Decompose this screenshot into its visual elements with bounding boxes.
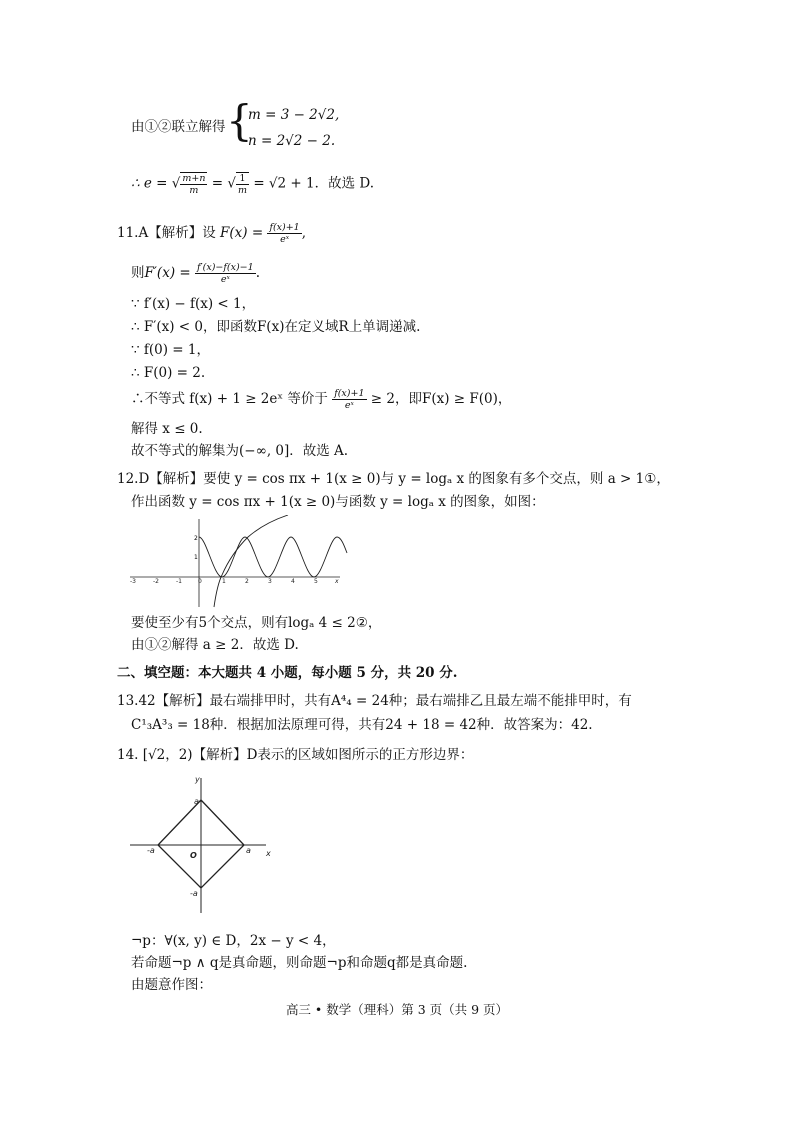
q14-line1: 14. [√2，2)【解析】D表示的区域如图所示的正方形边界： <box>117 747 474 763</box>
q13-line2: C¹₃A³₃ = 18种．根据加法原理可得，共有24 + 18 = 42种．故答案为：42. <box>131 717 593 733</box>
system-eq-m: m = 3 − 2√2, <box>248 107 340 123</box>
q12-line1: 12.D【解析】要使 y = cos πx + 1(x ≥ 0)与 y = logₐ x 的图象有多个交点，则 a > 1①， <box>117 471 670 487</box>
square-origin-label: O <box>190 851 197 860</box>
square-label-neg-a-left: -a <box>147 846 155 855</box>
q11-line7: 故不等式的解集为(−∞, 0]．故选 A. <box>131 443 349 459</box>
page-footer: 高三 • 数学（理科）第 3 页（共 9 页） <box>285 1002 509 1017</box>
x-tick-label: -3 <box>130 578 136 585</box>
q12-line2: 作出函数 y = cos πx + 1(x ≥ 0)与函数 y = logₐ x 的图象，如图： <box>131 494 545 510</box>
square-y-label: y <box>195 775 200 784</box>
x-tick-label: 2 <box>245 578 249 585</box>
square-x-label: x <box>266 849 271 858</box>
x-tick-label: 4 <box>291 578 295 585</box>
eccentricity-line: ∴ e = √ $\frac{m+n}{m}$ = √ $\frac{1}{m}$ = √2 + 1．故选 D. <box>131 173 375 196</box>
q12-line4: 由①②解得 a ≥ 2．故选 D. <box>131 637 299 653</box>
cos-curve <box>199 537 347 577</box>
log-curve <box>214 515 288 607</box>
q14-line2: ¬p：∀(x, y) ∈ D，2x − y < 4， <box>131 933 336 949</box>
x-tick-label: 1 <box>222 578 226 585</box>
system-eq-n: n = 2√2 − 2. <box>248 133 336 149</box>
square-label-a-right: a <box>246 846 251 855</box>
q11-line3: ∵ f(0) = 1， <box>131 342 210 358</box>
q13-line1: 13.42【解析】最右端排甲时，共有A⁴₄ = 24种；最右端排乙且最左端不能排甲时，有 <box>117 693 632 709</box>
system-brace: { <box>226 96 253 145</box>
x-tick-labels <box>130 578 339 585</box>
q14-square-graph <box>128 772 278 917</box>
x-tick-label: -1 <box>176 578 182 585</box>
x-tick-label: 0 <box>198 578 202 585</box>
q11-line6: 解得 x ≤ 0. <box>131 421 203 437</box>
section-2-title: 二、填空题：本大题共 4 小题，每小题 5 分，共 20 分. <box>117 665 458 681</box>
y-tick-label: 2 <box>194 535 198 542</box>
q14-line3: 若命题¬p ∧ q是真命题，则命题¬p和命题q都是真命题. <box>131 955 468 971</box>
q14-line4: 由题意作图： <box>131 977 212 993</box>
q12-line3: 要使至少有5个交点，则有logₐ 4 ≤ 2②， <box>131 615 382 631</box>
q11-line1: ∵ f′(x) − f(x) < 1， <box>131 296 256 312</box>
q11-head: 11.A【解析】设 F(x) = $\frac{f(x)+1}{\text{eˣ}}$ , <box>117 222 307 245</box>
q12-graph <box>128 515 353 610</box>
y-tick-label: 1 <box>194 554 198 561</box>
x-tick-label: 3 <box>268 578 272 585</box>
square-label-a-top: a <box>194 797 199 806</box>
q11-line5: ∴不等式 f(x) + 1 ≥ 2eˣ 等价于 $\frac{f(x)+1}{\text{eˣ}}$ ≥ 2，即F(x) ≥ F(0)， <box>131 388 512 411</box>
q11-derivative: 则F′(x) = $\frac{f'(x)-f(x)-1}{\text{eˣ}}$ . <box>131 262 260 285</box>
q11-line4: ∴ F(0) = 2. <box>131 365 206 381</box>
q11-line2: ∴ F′(x) < 0，即函数F(x)在定义域R上单调递减. <box>131 319 421 335</box>
x-axis-label: x <box>335 578 339 585</box>
square-label-neg-a-bottom: -a <box>190 889 198 898</box>
x-tick-label: 5 <box>314 578 318 585</box>
q10-solve-text: 由①②联立解得 <box>131 119 226 135</box>
x-tick-label: -2 <box>153 578 159 585</box>
